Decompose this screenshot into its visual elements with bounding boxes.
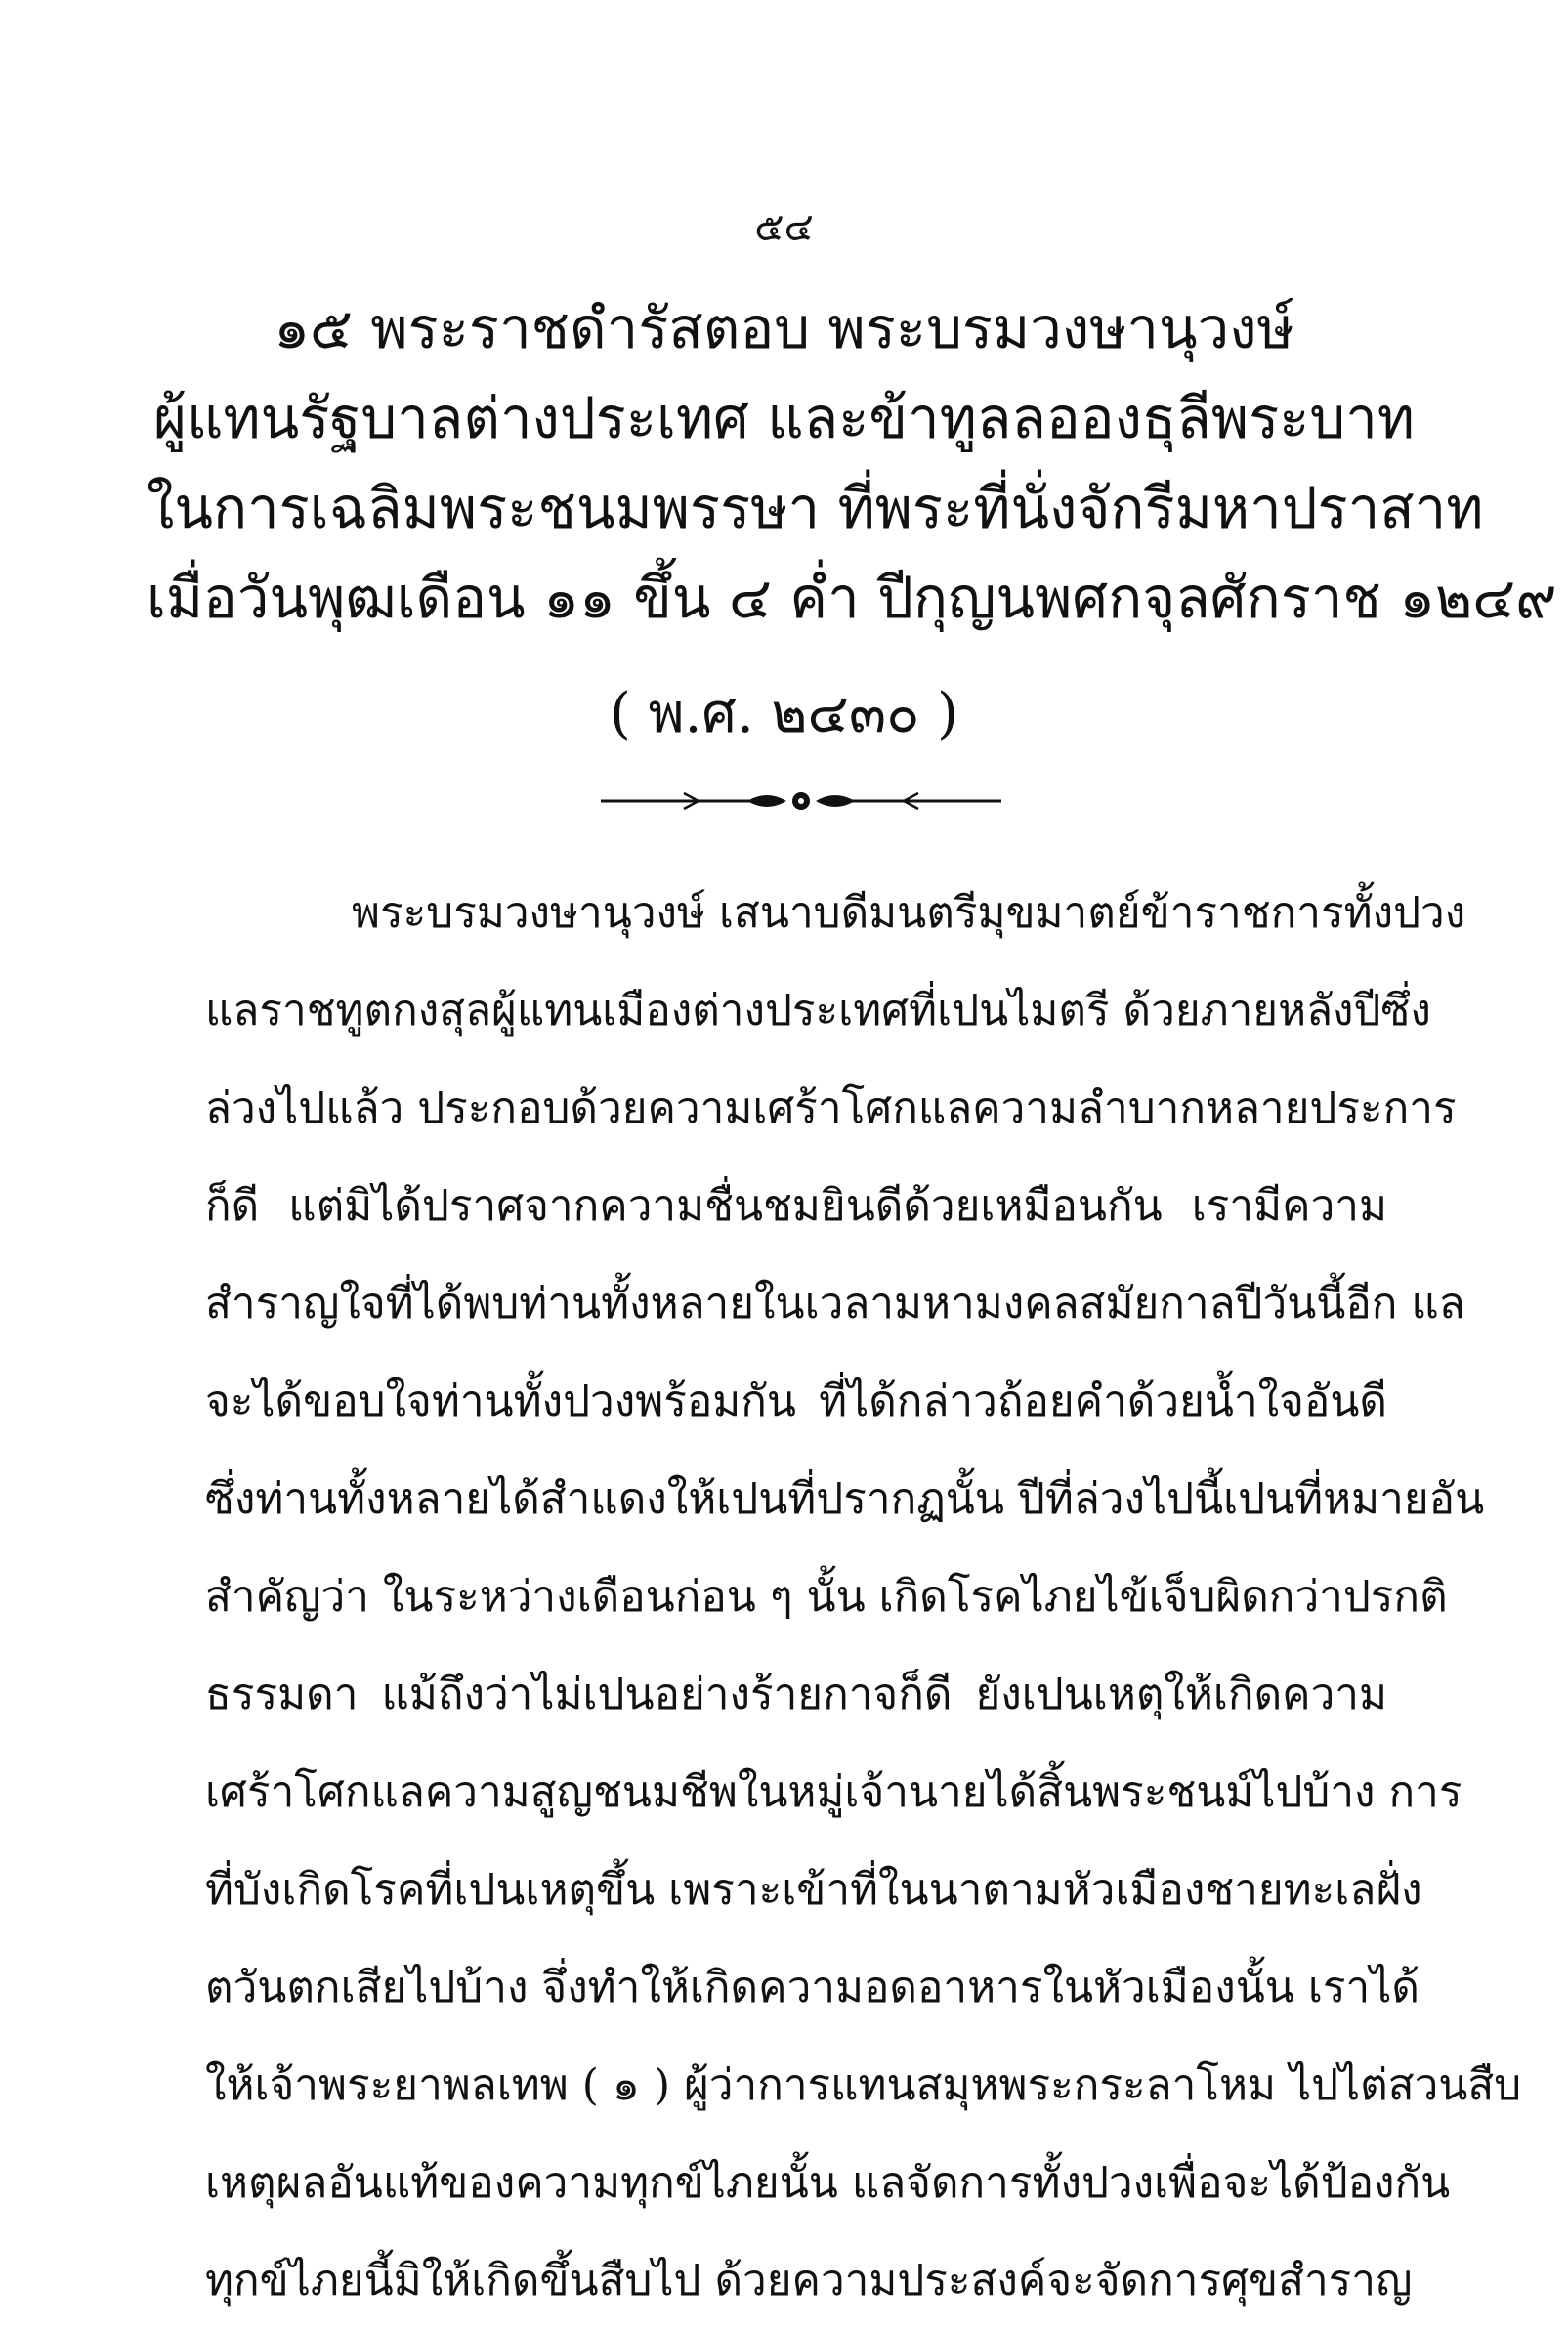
title-line: ๑๕ พระราชดำรัสตอบ พระบรมวงษานุวงษ์ xyxy=(274,295,1294,361)
body-line: เหตุผลอันแท้ของความทุกข์ไภยนั้น แลจัดการทั้งปวงเพื่อจะได้ป้องกัน xyxy=(205,2158,1451,2208)
document-title xyxy=(147,283,1557,643)
body-line: ทุกข์ไภยนี้มิให้เกิดขึ้นสืบไป ด้วยความประสงค์จะจัดการศุขสำราญ xyxy=(205,2256,1413,2306)
page-number: ๕๔ xyxy=(754,205,814,250)
body-line: สำราญใจที่ได้พบท่านทั้งหลายในเวลามหามงคลสมัยกาลปีวันนี้อีก แล xyxy=(205,1279,1465,1329)
ornament-divider xyxy=(601,782,1001,821)
body-line: ให้เจ้าพระยาพลเทพ ( ๑ ) ผู้ว่าการแทนสมุหพระกระลาโหม ไปไต่สวนสืบ xyxy=(205,2060,1522,2110)
body-line: แลราชทูตกงสุลผู้แทนเมืองต่างประเทศที่เปนไมตรี ด้วยภายหลังปีซึ่ง xyxy=(205,986,1431,1036)
body-line: พระบรมวงษานุวงษ์ เสนาบดีมนตรีมุขมาตย์ข้าราชการทั้งปวง xyxy=(352,888,1466,938)
document-date: ( พ.ศ. ๒๔๓๐ ) xyxy=(610,682,958,745)
body-line: สำคัญว่า ในระหว่างเดือนก่อน ๆ นั้น เกิดโรคไภยไข้เจ็บผิดกว่าปรกติ xyxy=(205,1572,1448,1622)
body-line: ที่บังเกิดโรคที่เปนเหตุขึ้น เพราะเข้าที่ในนาตามหัวเมืองชายทะเลฝั่ง xyxy=(205,1865,1422,1915)
body-paragraph xyxy=(205,865,1522,2330)
body-line: ธรรมดา แม้ถึงว่าไม่เปนอย่างร้ายกาจก็ดี ยังเปนเหตุให้เกิดความ xyxy=(205,1670,1387,1719)
body-line: ตวันตกเสียไปบ้าง จึ่งทำให้เกิดความอดอาหารในหัวเมืองนั้น เราได้ xyxy=(205,1963,1420,2012)
body-line: ก็ดี แต่มิได้ปราศจากความชื่นชมยินดีด้วยเหมือนกัน เรามีความ xyxy=(205,1181,1387,1231)
body-line: จะได้ขอบใจท่านทั้งปวงพร้อมกัน ที่ได้กล่าวถ้อยคำด้วยน้ำใจอันดี xyxy=(205,1377,1387,1426)
title-line: ในการเฉลิมพระชนมพรรษา ที่พระที่นั่งจักรีมหาปราสาท xyxy=(147,475,1484,541)
title-line: เมื่อวันพุฒเดือน ๑๑ ขึ้น ๔ ค่ำ ปีกุญนพศกจุลศักราช ๑๒๔๙ xyxy=(147,565,1557,631)
body-line: เศร้าโศกแลความสูญชนมชีพในหมู่เจ้านายได้สิ้นพระชนม์ไปบ้าง การ xyxy=(205,1767,1462,1817)
body-line: ล่วงไปแล้ว ประกอบด้วยความเศร้าโศกแลความลำบากหลายประการ xyxy=(205,1083,1457,1133)
title-line: ผู้แทนรัฐบาลต่างประเทศ และข้าทูลลอองธุลีพระบาท xyxy=(152,385,1415,451)
body-line: ซึ่งท่านทั้งหลายได้สำแดงให้เปนที่ปรากฏนั้น ปีที่ล่วงไปนี้เปนที่หมายอัน xyxy=(205,1474,1485,1524)
